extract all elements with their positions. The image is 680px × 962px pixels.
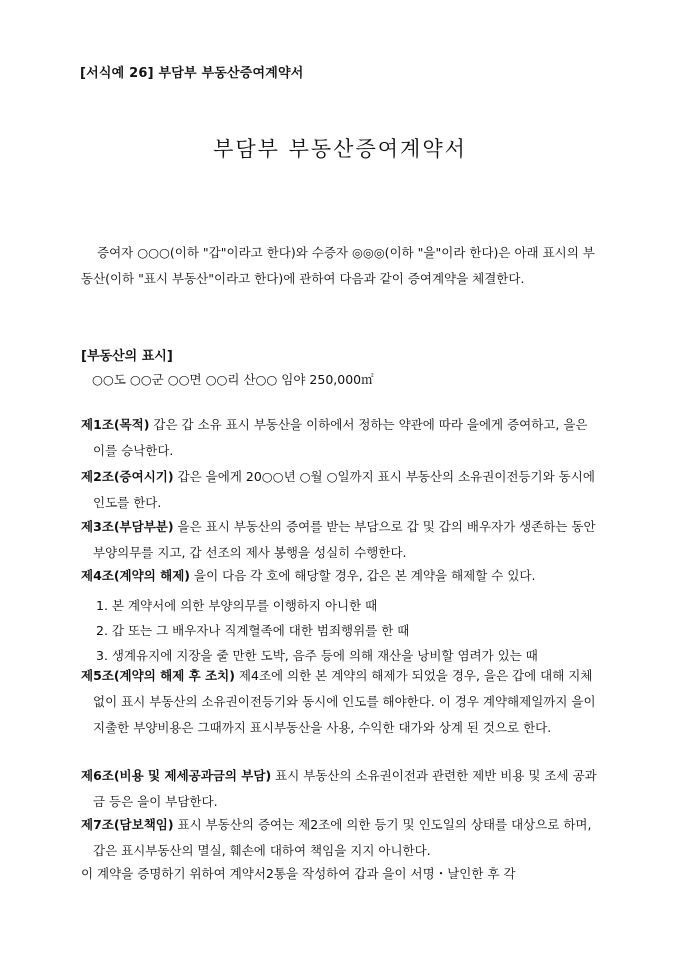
article-4-item-3: 3. 생계유지에 지장을 줄 만한 도박, 음주 등에 의해 재산을 낭비할 염려가 있는 때 (96, 648, 538, 663)
article-6 (81, 763, 599, 815)
article-label: 제1조(목적) (81, 417, 150, 432)
article-7 (81, 812, 599, 864)
article-5 (81, 663, 599, 741)
closing-line: 이 계약을 증명하기 위하여 계약서2통을 작성하여 갑과 을이 서명・날인한 후 각 (81, 866, 516, 881)
article-label: 제4조(계약의 해제) (81, 568, 191, 583)
article-text: 을은 표시 부동산의 증여를 받는 부담으로 갑 및 갑의 배우자가 생존하는 동안 부양의무를 지고, 갑 선조의 제사 봉행을 성실히 수행한다. (93, 519, 596, 560)
article-4 (81, 563, 599, 589)
document-title: 부담부 부동산증여계약서 (213, 137, 467, 161)
article-label: 제5조(계약의 해제 후 조치) (81, 668, 235, 683)
article-text: 제4조에 의한 본 계약의 해제가 되었을 경우, 을은 갑에 대해 지체 없이 표시 부동산의 소유권이전등기와 동시에 인도를 해야한다. 이 경우 계약해제일까지 을이 지출한 부양비용은 그때까지 표시부동산을 사용, 수익한 대가와 상계 된 것으로 한다. (93, 668, 596, 735)
property-heading: [부동산의 표시] (81, 349, 173, 364)
article-3 (81, 514, 599, 566)
article-text: 갑은 갑 소유 표시 부동산을 이하에서 정하는 약관에 따라 을에게 증여하고, 을은 이를 승낙한다. (93, 417, 588, 458)
form-number-label: [서식예 26] 부담부 부동산증여계약서 (80, 66, 304, 81)
intro-paragraph: 증여자 ○○○(이하 "갑"이라고 한다)와 수증자 ◎◎◎(이하 "을"이라 한다)은 아래 표시의 부동산(이하 "표시 부동산"이라고 한다)에 관하여 다음과 같이 증여계약을 체결한다. (81, 245, 595, 286)
article-text: 갑은 을에게 20○○년 ○월 ○일까지 표시 부동산의 소유권이전등기와 동시에 인도를 한다. (93, 469, 595, 510)
article-text: 표시 부동산의 증여는 제2조에 의한 등기 및 인도일의 상태를 대상으로 하며, 갑은 표시부동산의 멸실, 훼손에 대하여 책임을 지지 아니한다. (93, 817, 592, 858)
article-text: 을이 다음 각 호에 해당할 경우, 갑은 본 계약을 해제할 수 있다. (190, 568, 536, 583)
article-label: 제2조(증여시기) (81, 469, 174, 484)
article-text: 표시 부동산의 소유권이전과 관련한 제반 비용 및 조세 공과금 등은 을이 부담한다. (93, 768, 597, 809)
article-2 (81, 464, 599, 516)
article-label: 제6조(비용 및 제세공과금의 부담) (81, 768, 272, 783)
article-4-item-2: 2. 갑 또는 그 배우자나 직계혈족에 대한 범죄행위를 한 때 (96, 623, 410, 638)
article-label: 제3조(부담부분) (81, 519, 174, 534)
article-1 (81, 412, 599, 464)
property-description: ○○도 ○○군 ○○면 ○○리 산○○ 임야 250,000㎡ (92, 372, 374, 387)
article-label: 제7조(담보책임) (81, 817, 174, 832)
article-4-item-1: 1. 본 계약서에 의한 부양의무를 이행하지 아니한 때 (96, 598, 378, 613)
